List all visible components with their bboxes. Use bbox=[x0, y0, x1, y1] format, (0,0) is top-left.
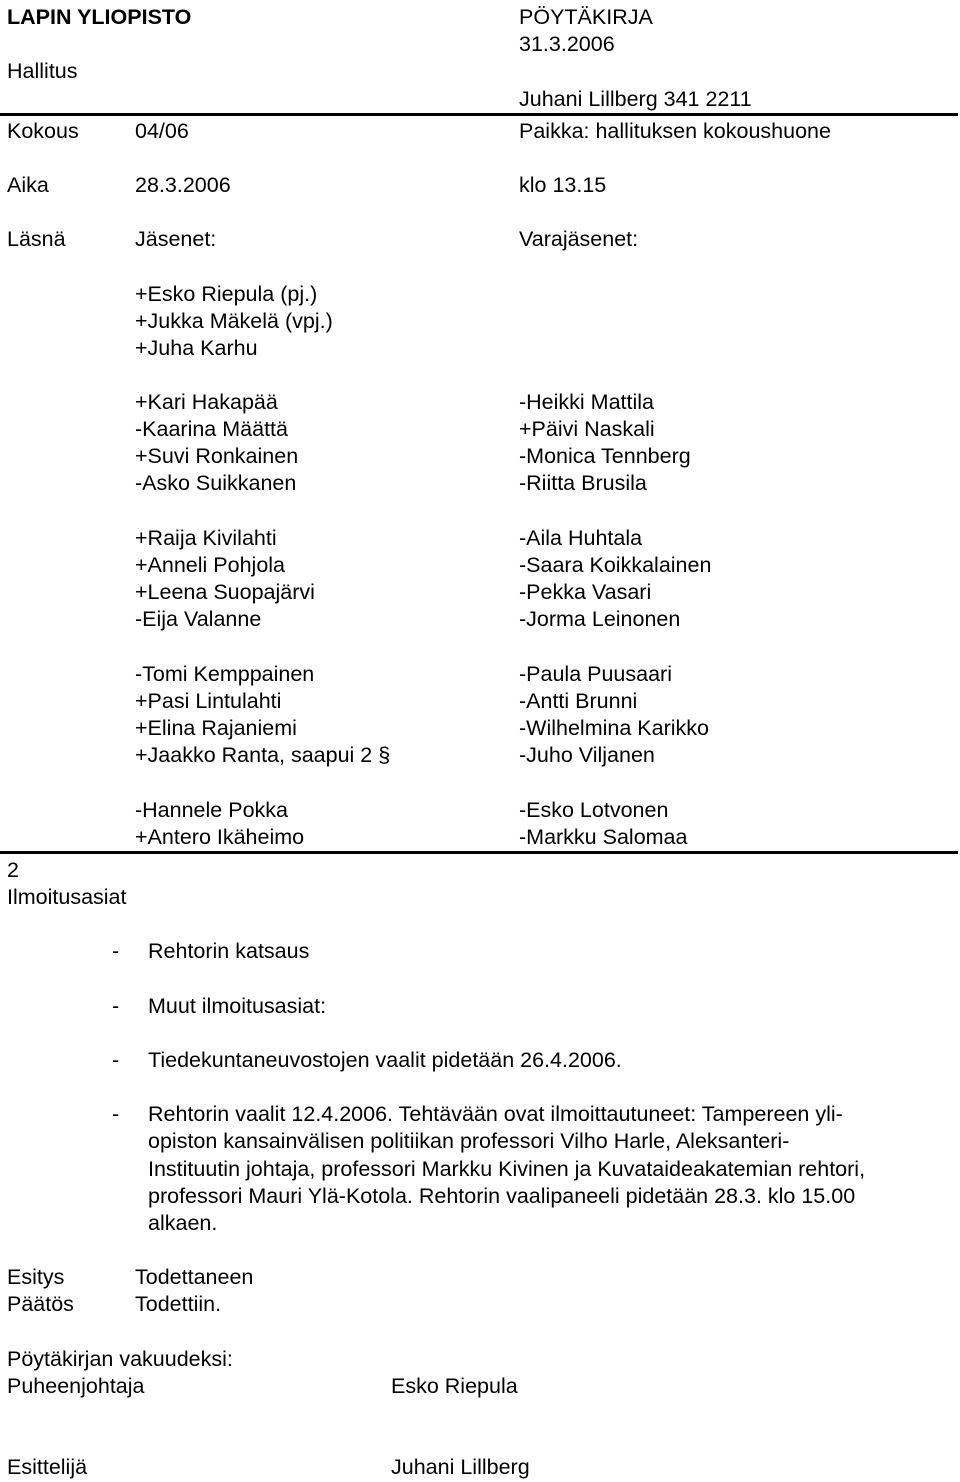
deputy-entry: -Jorma Leinonen bbox=[519, 607, 681, 631]
chair-role: Puheenjohtaja bbox=[7, 1374, 145, 1398]
attendance-label: Läsnä bbox=[7, 227, 66, 251]
members-header: Jäsenet: bbox=[135, 227, 217, 251]
chair-name: Esko Riepula bbox=[391, 1374, 518, 1398]
meeting-date: 28.3.2006 bbox=[135, 173, 231, 197]
meeting-time: klo 13.15 bbox=[519, 173, 607, 197]
meeting-label: Kokous bbox=[7, 119, 79, 143]
member-entry: +Jukka Mäkelä (vpj.) bbox=[135, 309, 333, 333]
time-label: Aika bbox=[7, 173, 49, 197]
meeting-place: Paikka: hallituksen kokoushuone bbox=[519, 119, 831, 143]
member-entry: +Antero Ikäheimo bbox=[135, 825, 305, 849]
meeting-number: 04/06 bbox=[135, 119, 189, 143]
deputy-entry: -Esko Lotvonen bbox=[519, 798, 669, 822]
member-entry: +Elina Rajaniemi bbox=[135, 716, 297, 740]
section-rule bbox=[0, 851, 958, 854]
member-entry: +Suvi Ronkainen bbox=[135, 444, 299, 468]
deputies-header: Varajäsenet: bbox=[519, 227, 639, 251]
deputy-entry: -Juho Viljanen bbox=[519, 743, 655, 767]
member-entry: +Raija Kivilahti bbox=[135, 526, 277, 550]
governing-body: Hallitus bbox=[7, 59, 78, 83]
paragraph-line: Instituutin johtaja, professori Markku Kivinen ja Kuvataideakatemian rehtori, bbox=[148, 1156, 866, 1181]
election-paragraph bbox=[148, 1101, 948, 1237]
member-entry: -Eija Valanne bbox=[135, 607, 262, 631]
proposal-label: Esitys bbox=[7, 1265, 65, 1289]
paragraph-line: Rehtorin vaalit 12.4.2006. Tehtävään ovat ilmoittautuneet: Tampereen yli- bbox=[148, 1102, 843, 1126]
list-bullet: - bbox=[112, 994, 120, 1018]
member-entry: +Leena Suopajärvi bbox=[135, 580, 315, 604]
decision-value: Todettiin. bbox=[135, 1292, 222, 1316]
list-item: Tiedekuntaneuvostojen vaalit pidetään 26.4.2006. bbox=[148, 1048, 622, 1072]
deputy-entry: -Markku Salomaa bbox=[519, 825, 688, 849]
header-rule bbox=[0, 113, 958, 116]
deputy-entry: -Wilhelmina Karikko bbox=[519, 716, 709, 740]
member-entry: +Kari Hakapää bbox=[135, 390, 278, 414]
deputy-entry: -Antti Brunni bbox=[519, 689, 638, 713]
member-entry: -Tomi Kemppainen bbox=[135, 662, 315, 686]
section-number: 2 bbox=[7, 858, 19, 882]
deputy-entry: -Monica Tennberg bbox=[519, 444, 691, 468]
proposal-value: Todettaneen bbox=[135, 1265, 254, 1289]
paragraph-line: professori Mauri Ylä-Kotola. Rehtorin vaalipaneeli pidetään 28.3. klo 15.00 bbox=[148, 1183, 856, 1208]
member-entry: -Kaarina Määttä bbox=[135, 417, 288, 441]
contact-person: Juhani Lillberg 341 2211 bbox=[519, 87, 752, 111]
presenter-role: Esittelijä bbox=[7, 1455, 88, 1479]
document-date: 31.3.2006 bbox=[519, 32, 615, 56]
section-title: Ilmoitusasiat bbox=[7, 885, 127, 909]
deputy-entry: -Saara Koikkalainen bbox=[519, 553, 712, 577]
paragraph-line: alkaen. bbox=[148, 1211, 218, 1236]
list-item: Muut ilmoitusasiat: bbox=[148, 994, 327, 1018]
presenter-name: Juhani Lillberg bbox=[391, 1455, 530, 1479]
list-item: Rehtorin katsaus bbox=[148, 939, 310, 963]
member-entry: +Esko Riepula (pj.) bbox=[135, 282, 318, 306]
deputy-entry: -Riitta Brusila bbox=[519, 471, 647, 495]
member-entry: +Jaakko Ranta, saapui 2 § bbox=[135, 743, 391, 767]
document-type: PÖYTÄKIRJA bbox=[519, 5, 653, 29]
list-bullet: - bbox=[112, 939, 120, 963]
member-entry: -Asko Suikkanen bbox=[135, 471, 297, 495]
decision-label: Päätös bbox=[7, 1292, 74, 1316]
list-bullet: - bbox=[112, 1102, 120, 1126]
deputy-entry: -Heikki Mattila bbox=[519, 390, 654, 414]
signatures-title: Pöytäkirjan vakuudeksi: bbox=[7, 1347, 233, 1371]
paragraph-line: opiston kansainvälisen politiikan professori Vilho Harle, Aleksanteri- bbox=[148, 1129, 790, 1154]
deputy-entry: -Paula Puusaari bbox=[519, 662, 672, 686]
deputy-entry: +Päivi Naskali bbox=[519, 417, 655, 441]
member-entry: +Anneli Pohjola bbox=[135, 553, 286, 577]
list-bullet: - bbox=[112, 1048, 120, 1072]
deputy-entry: -Pekka Vasari bbox=[519, 580, 652, 604]
deputy-entry: -Aila Huhtala bbox=[519, 526, 643, 550]
member-entry: +Pasi Lintulahti bbox=[135, 689, 282, 713]
organization-name: LAPIN YLIOPISTO bbox=[7, 5, 192, 29]
member-entry: +Juha Karhu bbox=[135, 336, 258, 360]
member-entry: -Hannele Pokka bbox=[135, 798, 288, 822]
